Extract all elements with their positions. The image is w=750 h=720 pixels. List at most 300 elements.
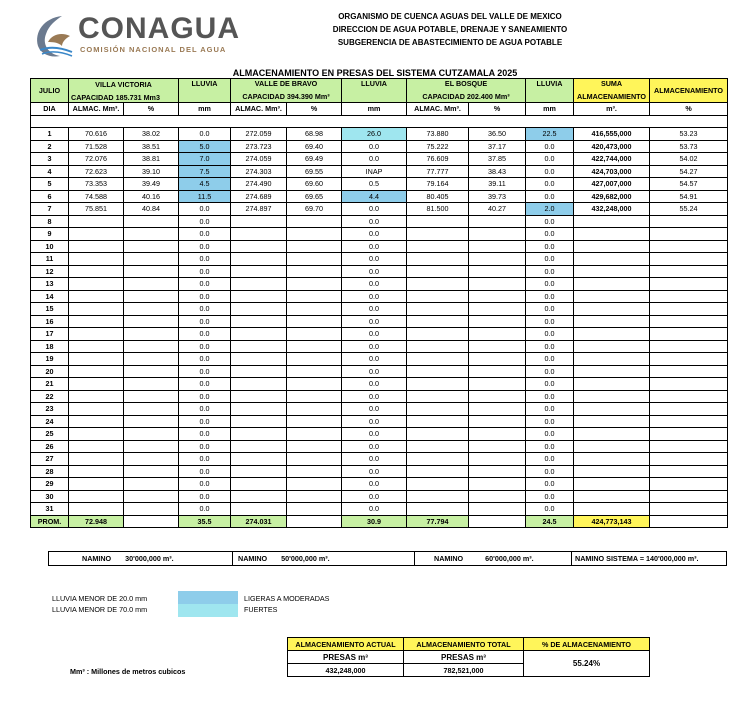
table-cell [231,278,287,291]
column-header: % [124,103,179,116]
table-cell [650,290,728,303]
table-cell [124,365,179,378]
table-row [31,403,728,416]
table-cell: 22 [31,390,69,403]
table-cell [124,215,179,228]
table-row [31,440,728,453]
table-cell [469,478,526,491]
table-cell: 274.897 [231,203,287,216]
table-cell [574,340,650,353]
table-cell: 0.0 [179,428,231,441]
table-cell [469,315,526,328]
table-cell [574,390,650,403]
table-cell [469,440,526,453]
table-cell [407,303,469,316]
table-cell [69,503,124,516]
table-cell [124,303,179,316]
table-cell: 11 [31,253,69,266]
namino-value-vb: 50'000,000 m³. [281,554,330,563]
table-cell [574,303,650,316]
table-cell: 0.0 [526,290,574,303]
summary-header-percent: % DE ALMACENAMIENTO [524,638,650,651]
table-cell [69,240,124,253]
table-cell [124,240,179,253]
units-note: Mm³ : Millones de metros cubicos [70,667,186,676]
table-cell: 0.0 [526,153,574,166]
capacity-villa-victoria: CAPACIDAD 185.731 Mm3 [69,91,179,103]
table-cell [124,228,179,241]
column-header: mm [526,103,574,116]
table-cell: 0.0 [342,465,407,478]
table-cell [407,490,469,503]
table-cell: 0.0 [179,128,231,141]
table-cell: 0.0 [179,340,231,353]
table-cell: 0.0 [526,465,574,478]
table-cell [124,403,179,416]
table-cell [469,415,526,428]
table-cell: 38.81 [124,153,179,166]
table-cell [469,428,526,441]
namino-value-vv: 30'000,000 m³. [125,554,174,563]
table-cell [231,440,287,453]
table-cell: 9 [31,228,69,241]
org-line-3: SUBGERENCIA DE ABASTECIMIENTO DE AGUA POTABLE [337,38,563,47]
table-cell [287,465,342,478]
table-cell [231,428,287,441]
column-header: % [469,103,526,116]
table-cell: 2 [31,140,69,153]
table-cell: 272.059 [231,128,287,141]
table-cell [407,315,469,328]
table-cell [287,303,342,316]
table-cell [287,228,342,241]
table-cell [124,265,179,278]
table-cell [469,328,526,341]
table-row [31,478,728,491]
namino-valle-bravo [233,552,415,566]
table-row [31,353,728,366]
capacity-valle-bravo: CAPACIDAD 394.390 Mm³ [231,91,342,103]
table-cell: 81.500 [407,203,469,216]
table-cell: 0.0 [179,415,231,428]
table-cell: 0.0 [526,165,574,178]
table-cell [407,328,469,341]
table-cell: 77.777 [407,165,469,178]
table-cell: 5.0 [179,140,231,153]
summary-header-actual: ALMACENAMIENTO ACTUAL [288,638,404,651]
prom-lluvia-vv: 35.5 [179,515,231,528]
table-cell [469,453,526,466]
table-cell [407,253,469,266]
table-cell: 0.0 [342,140,407,153]
table-cell: 15 [31,303,69,316]
table-cell: 69.49 [287,153,342,166]
table-cell [124,440,179,453]
summary-header-total: ALMACENAMIENTO TOTAL [404,638,524,651]
table-cell: 0.0 [179,378,231,391]
table-cell: 24 [31,415,69,428]
table-cell: 0.0 [179,228,231,241]
prom-label: PROM. [31,515,69,528]
table-cell [231,315,287,328]
table-cell: 4.4 [342,190,407,203]
table-cell: 26 [31,440,69,453]
table-cell [287,478,342,491]
table-cell [69,328,124,341]
table-cell [69,490,124,503]
table-cell: 79.164 [407,178,469,191]
table-cell [69,315,124,328]
table-cell: 0.0 [526,190,574,203]
prom-valle-bravo: 274.031 [231,515,287,528]
table-cell [287,290,342,303]
table-cell [650,465,728,478]
table-cell [574,453,650,466]
table-cell [574,315,650,328]
table-cell [650,303,728,316]
legend-swatch-fuertes [178,604,238,617]
summary-actual-value: 432,248,000 [288,664,404,677]
table-cell: 69.55 [287,165,342,178]
table-cell [574,278,650,291]
table-cell: 31 [31,503,69,516]
column-header: DIA [31,103,69,116]
table-cell [69,440,124,453]
prom-bosque: 77.794 [407,515,469,528]
table-cell: 3 [31,153,69,166]
table-cell: 0.0 [526,215,574,228]
namino-villa-victoria [49,552,233,566]
table-cell [574,365,650,378]
table-cell: 273.723 [231,140,287,153]
prom-lluvia-vb: 30.9 [342,515,407,528]
table-row [31,378,728,391]
table-cell [469,378,526,391]
table-row [31,465,728,478]
table-cell [407,378,469,391]
table-cell: 0.0 [179,440,231,453]
table-cell: 22.5 [526,128,574,141]
table-cell: 10 [31,240,69,253]
table-cell [124,378,179,391]
table-cell [407,215,469,228]
table-cell [287,365,342,378]
table-cell [69,365,124,378]
table-cell [469,490,526,503]
table-cell [287,265,342,278]
table-cell: 19 [31,353,69,366]
table-cell: 0.0 [526,390,574,403]
table-cell [124,278,179,291]
table-cell [574,478,650,491]
table-cell: 0.0 [342,378,407,391]
table-cell [287,453,342,466]
table-cell: 6 [31,190,69,203]
table-cell [231,403,287,416]
table-cell [124,453,179,466]
table-cell [287,315,342,328]
table-cell: 17 [31,328,69,341]
table-cell [469,503,526,516]
table-cell [469,228,526,241]
table-cell: 427,007,000 [574,178,650,191]
column-header: m³. [574,103,650,116]
table-cell: 0.0 [179,215,231,228]
table-cell: 0.0 [526,415,574,428]
table-row [31,190,728,203]
table-cell: 0.0 [342,203,407,216]
table-cell: 0.0 [179,490,231,503]
table-cell [231,240,287,253]
table-cell: 39.10 [124,165,179,178]
table-cell: INAP [342,165,407,178]
table-cell [231,390,287,403]
column-header: ALMAC. Mm³. [231,103,287,116]
table-cell: 72.076 [69,153,124,166]
table-cell [231,365,287,378]
table-cell: 0.0 [179,303,231,316]
table-cell [231,503,287,516]
table-cell [407,428,469,441]
column-header: mm [342,103,407,116]
table-cell: 422,744,000 [574,153,650,166]
table-cell [407,503,469,516]
table-cell [124,328,179,341]
table-cell [650,278,728,291]
prom-row [31,515,728,528]
table-cell [69,265,124,278]
capacity-el-bosque: CAPACIDAD 202.400 Mm³ [407,91,526,103]
table-cell [231,478,287,491]
table-cell: 0.0 [342,478,407,491]
table-cell: 54.02 [650,153,728,166]
table-cell [124,315,179,328]
table-cell: 0.0 [342,328,407,341]
table-cell: 37.17 [469,140,526,153]
table-cell [69,453,124,466]
table-cell: 0.0 [526,478,574,491]
table-cell [650,403,728,416]
table-cell [650,328,728,341]
page-title: ALMACENAMIENTO EN PRESAS DEL SISTEMA CUTZAMALA 2025 [232,68,518,78]
table-cell: 40.27 [469,203,526,216]
table-cell [650,415,728,428]
table-cell [287,240,342,253]
table-cell: 0.0 [179,203,231,216]
table-row [31,290,728,303]
table-cell [287,428,342,441]
table-cell: 7.0 [179,153,231,166]
table-cell: 0.0 [179,403,231,416]
table-cell: 4 [31,165,69,178]
dam-name-el-bosque: EL BOSQUE [407,79,526,91]
table-cell: 7 [31,203,69,216]
logo-text: CONAGUA [78,12,240,45]
table-cell: 0.0 [526,378,574,391]
table-cell: 69.40 [287,140,342,153]
logo-subtitle: COMISIÓN NACIONAL DEL AGUA [80,45,227,54]
table-cell: 70.616 [69,128,124,141]
table-cell [231,415,287,428]
lluvia-header-2: LLUVIA [342,79,407,103]
table-row [31,178,728,191]
table-cell: 0.0 [526,303,574,316]
conagua-logo-icon [32,12,76,58]
table-cell: 11.5 [179,190,231,203]
prom-villa-victoria: 72.948 [69,515,124,528]
table-row [31,428,728,441]
table-cell: 80.405 [407,190,469,203]
table-cell: 12 [31,265,69,278]
table-cell: 0.0 [342,253,407,266]
table-cell: 21 [31,378,69,391]
table-cell [69,303,124,316]
table-cell: 0.0 [342,228,407,241]
table-cell: 274.059 [231,153,287,166]
column-header: % [287,103,342,116]
table-cell: 1 [31,128,69,141]
table-row [31,228,728,241]
table-cell: 5 [31,178,69,191]
table-cell [407,353,469,366]
table-cell [574,440,650,453]
table-cell: 2.0 [526,203,574,216]
table-cell [231,328,287,341]
table-cell: 23 [31,403,69,416]
table-cell [287,353,342,366]
table-cell: 68.98 [287,128,342,141]
table-cell: 26.0 [342,128,407,141]
table-cell: 40.84 [124,203,179,216]
summary-presas-actual: PRESAS m³ [288,651,404,664]
table-cell: 69.70 [287,203,342,216]
legend-swatch-ligeras [178,591,238,604]
table-cell [287,278,342,291]
table-cell [69,465,124,478]
table-cell [574,290,650,303]
table-cell [407,365,469,378]
table-cell [124,415,179,428]
table-cell [231,490,287,503]
org-line-2: DIRECCION DE AGUA POTABLE, DRENAJE Y SANEAMIENTO [332,25,568,34]
table-cell [574,465,650,478]
table-cell [574,378,650,391]
table-cell: 0.0 [526,353,574,366]
table-cell: 69.65 [287,190,342,203]
table-row [31,265,728,278]
table-cell [231,228,287,241]
table-cell: 0.0 [179,478,231,491]
table-cell: 0.0 [179,240,231,253]
table-cell [231,465,287,478]
table-cell [650,440,728,453]
table-row [31,140,728,153]
table-cell [574,265,650,278]
table-cell [469,390,526,403]
table-cell: 0.0 [342,403,407,416]
table-cell: 0.0 [179,503,231,516]
table-cell [650,428,728,441]
table-cell [124,353,179,366]
table-cell [407,453,469,466]
table-cell: 0.0 [526,253,574,266]
namino-table [48,551,727,566]
table-cell [574,490,650,503]
table-cell [287,403,342,416]
summary-percent-value: 55.24% [524,651,650,677]
storage-table [30,78,728,528]
table-cell: 0.0 [342,428,407,441]
table-cell: 16 [31,315,69,328]
table-cell: 39.73 [469,190,526,203]
table-cell: 0.5 [342,178,407,191]
table-cell [650,353,728,366]
table-cell [407,478,469,491]
table-cell [469,215,526,228]
table-cell: 25 [31,428,69,441]
table-cell: 71.528 [69,140,124,153]
table-cell: 0.0 [526,228,574,241]
table-cell: 29 [31,478,69,491]
table-cell [124,253,179,266]
table-cell [407,240,469,253]
table-cell [574,253,650,266]
table-cell [650,215,728,228]
table-cell [69,478,124,491]
table-cell [574,503,650,516]
table-cell [407,415,469,428]
table-cell: 7.5 [179,165,231,178]
table-cell [287,390,342,403]
table-cell: 0.0 [526,403,574,416]
table-row [31,315,728,328]
legend-label-fuertes: FUERTES [244,605,278,614]
table-cell: 0.0 [179,253,231,266]
table-cell: 0.0 [179,278,231,291]
table-cell [407,440,469,453]
subheader-row [31,103,728,116]
table-row [31,153,728,166]
table-cell: 0.0 [526,315,574,328]
table-cell [650,265,728,278]
table-cell [469,340,526,353]
table-cell [231,215,287,228]
table-cell: 0.0 [342,240,407,253]
table-cell: 0.0 [526,278,574,291]
table-cell [469,365,526,378]
column-header: ALMAC. Mm³. [69,103,124,116]
table-cell: 0.0 [179,290,231,303]
table-cell: 20 [31,365,69,378]
table-cell [407,265,469,278]
table-cell: 0.0 [342,390,407,403]
table-cell: 0.0 [526,453,574,466]
legend-label-ligeras: LIGERAS A MODERADAS [244,594,330,603]
table-cell: 0.0 [526,490,574,503]
table-cell [469,353,526,366]
table-cell: 416,555,000 [574,128,650,141]
table-cell [124,290,179,303]
table-cell [69,428,124,441]
table-cell: 28 [31,465,69,478]
prom-suma: 424,773,143 [574,515,650,528]
table-cell: 0.0 [342,265,407,278]
lluvia-header-3: LLUVIA [526,79,574,103]
table-row [31,453,728,466]
table-cell: 0.0 [342,353,407,366]
org-line-1: ORGANISMO DE CUENCA AGUAS DEL VALLE DE MEXICO [338,12,562,21]
table-cell [407,290,469,303]
